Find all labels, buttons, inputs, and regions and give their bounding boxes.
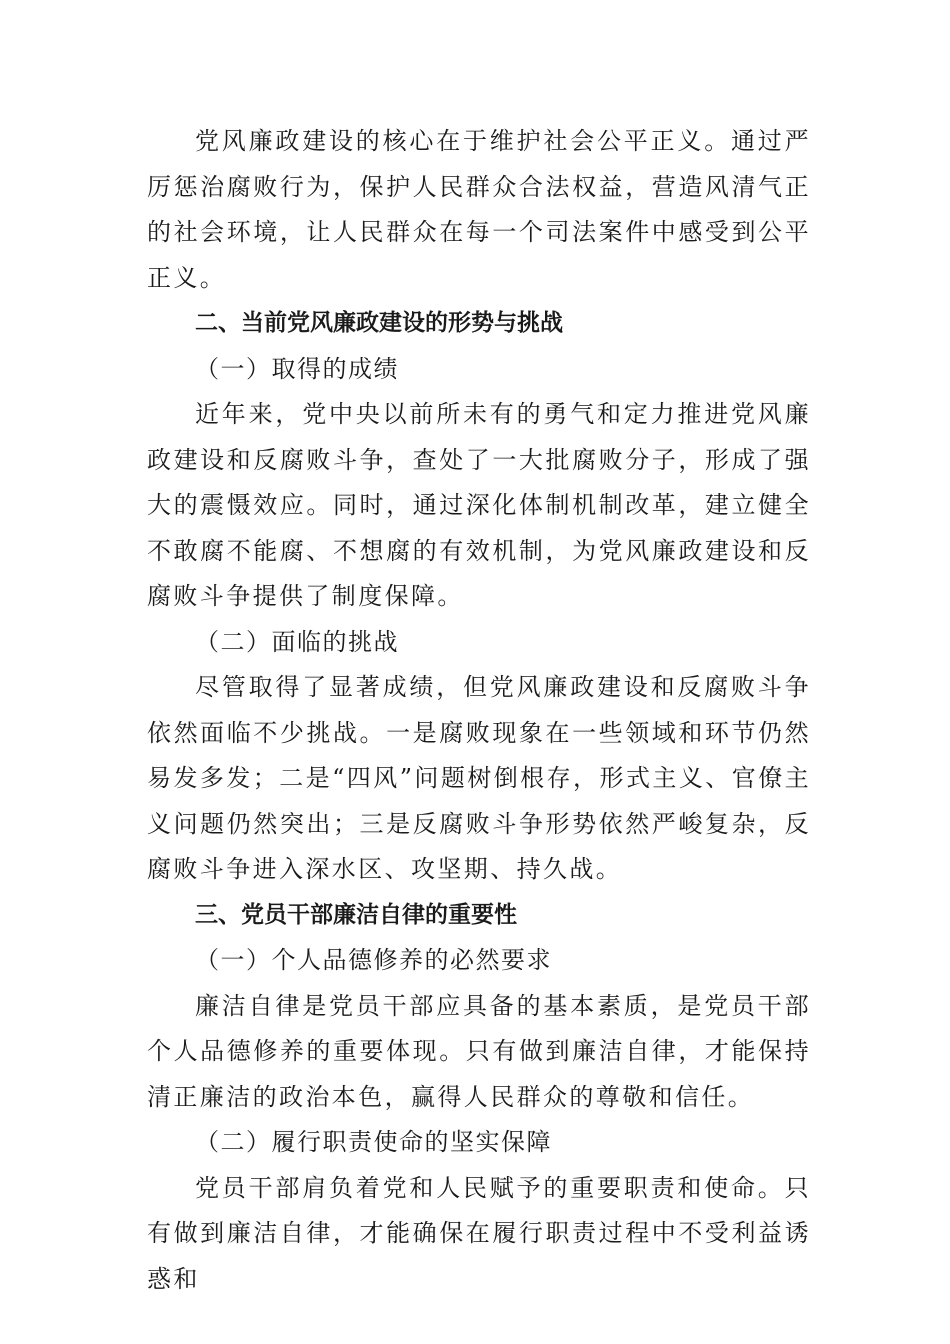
subheading-personal-morality: （一）个人品德修养的必然要求 [195,946,552,974]
paragraph-personal-morality: 廉洁自律是党员干部应具备的基本素质，是党员干部个人品德修养的重要体现。只有做到廉洁自律，才能保持清正廉洁的政治本色，赢得人民群众的尊敬和信任。 [147,991,811,1111]
section-heading-situation-challenges: 二、当前党风廉政建设的形势与挑战 [195,310,563,336]
subheading-achievements: （一）取得的成绩 [195,354,399,383]
paragraph-achievements: 近年来，党中央以前所未有的勇气和定力推进党风廉政建设和反腐败斗争，查处了一大批腐败分子，形成了强大的震慑效应。同时，通过深化体制机制改革，建立健全不敢腐不能腐、不想腐的有效机制，为党风廉政建设和反腐败斗争提供了制度保障。 [147,400,811,610]
subheading-challenges: （二）面临的挑战 [195,627,399,656]
document-body [147,119,811,1302]
paragraph-duty-guarantee: 党员干部肩负着党和人民赋予的重要职责和使命。只有做到廉洁自律，才能确保在履行职责过程中不受利益诱惑和 [147,1173,811,1293]
section-heading-importance: 三、党员干部廉洁自律的重要性 [195,901,517,928]
paragraph-challenges: 尽管取得了显著成绩，但党风廉政建设和反腐败斗争依然面临不少挑战。一是腐败现象在一些领域和环节仍然易发多发；二是“四风”问题树倒根存，形式主义、官僚主义问题仍然突出；三是反腐败斗争形势依然严峻复杂，反腐败斗争进入深水区、攻坚期、持久战。 [147,673,811,883]
paragraph-fairness: 党风廉政建设的核心在于维护社会公平正义。通过严厉惩治腐败行为，保护人民群众合法权益，营造风清气正的社会环境，让人民群众在每一个司法案件中感受到公平正义。 [147,127,811,292]
subheading-duty-guarantee: （二）履行职责使命的坚实保障 [195,1128,552,1156]
